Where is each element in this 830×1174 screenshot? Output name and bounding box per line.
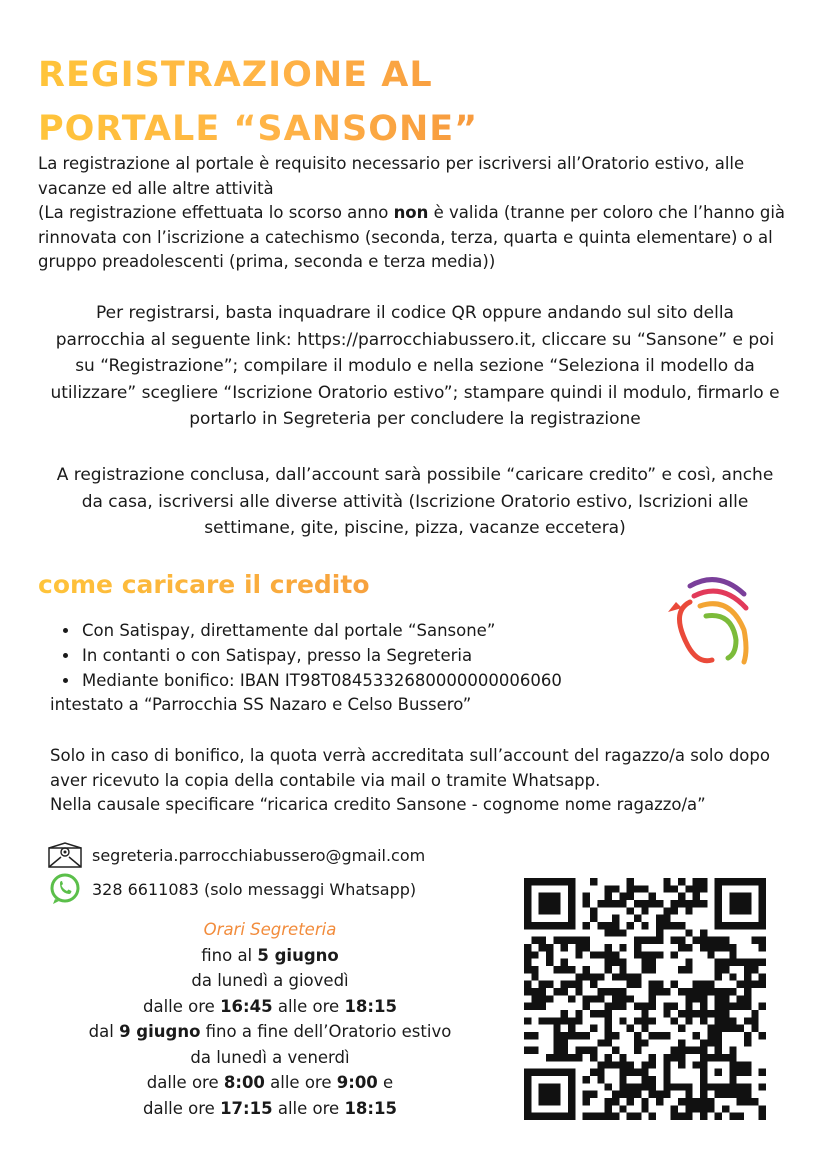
intro-line-2-bold: non [393, 203, 429, 222]
sansone-logo-icon [660, 572, 760, 668]
hours-p1-time-mid: alle ore [272, 996, 345, 1016]
bonifico-note [50, 744, 790, 818]
hours-p1-pre: fino al [201, 945, 258, 965]
phone-number: 328 6611083 (solo messaggi Whatsapp) [92, 879, 417, 899]
hours-p2-t1-pre: dalle ore [146, 1073, 224, 1092]
how-to-register: Per registrarsi, basta inquadrare il codice QR oppure andando sul sito della parrocchia al seguente link: https://parrocchiabussero.it, cliccare su “Sansone” e poi su “Registrazione”; compilare il modulo e nella sezione “Seleziona il modello da utilizzare” scegliere “Iscrizione Oratorio estivo”; stampare quindi il modulo, firmarlo e portarlo in Segreteria per concludere la registrazione [50, 303, 780, 429]
hours-p1-time-a: 16:45 [220, 996, 273, 1016]
title-line-1: REGISTRAZIONE AL [38, 55, 433, 95]
hours-period-1 [60, 943, 480, 969]
hours-p2-t1-b: 9:00 [336, 1073, 378, 1092]
hours-p2-t2-b: 18:15 [344, 1098, 397, 1118]
contact-phone [48, 874, 416, 904]
hours-p2-t2-pre: dalle ore [143, 1098, 221, 1118]
hours-p1-days: da lunedì a giovedì [191, 971, 349, 990]
intro-line-2-post: è valida (tranne per coloro che l’hanno già rinnovata con l’iscrizione a catechismo (seconda, terza, quarta e quinta elementare) o al gruppo preadolescenti (prima, seconda e terza media)) [38, 203, 786, 271]
hours-p2-t1-a: 8:00 [223, 1073, 265, 1092]
hours-p1-time [60, 994, 480, 1020]
whatsapp-icon [48, 874, 82, 904]
credit-methods-list [56, 618, 562, 693]
title-line-2: PORTALE “SANSONE” [38, 109, 479, 149]
email-address[interactable]: segreteria.parrocchiabussero@gmail.com [92, 845, 426, 865]
credit-section-title: come caricare il credito [38, 570, 370, 599]
after-registration: A registrazione conclusa, dall’account sarà possibile “caricare credito” e così, anche da casa, iscriversi alle diverse attività (Iscrizione Oratorio estivo, Iscrizioni alle settimane, gite, piscine, pizza, vacanze eccetera) [56, 465, 774, 538]
hours-p2-time-1 [60, 1070, 480, 1096]
hours-p2-pre: dal [88, 1022, 120, 1041]
office-hours [60, 917, 480, 1121]
causale-text: Nella causale specificare “ricarica credito Sansone - cognome nome ragazzo/a” [50, 795, 706, 814]
hours-p1-time-b: 18:15 [344, 996, 397, 1016]
credit-method-satispay-portal: • Con Satispay, direttamente dal portale “Sansone” [80, 618, 562, 643]
page-title [38, 48, 478, 156]
intro-line-1: La registrazione al portale è requisito necessario per iscriversi all’Oratorio estivo, alle vacanze ed alle altre attività [38, 154, 745, 198]
hours-p2-days: da lunedì a venerdì [190, 1047, 350, 1067]
hours-p2-time-2 [60, 1096, 480, 1122]
credit-method-cash: • In contanti o con Satispay, presso la Segreteria [80, 643, 562, 668]
envelope-at-icon [48, 840, 82, 870]
bonifico-text: Solo in caso di bonifico, la quota verrà accreditata sull’account del ragazzo/a solo dopo aver ricevuto la copia della contabile via mail o tramite Whatsapp. [50, 746, 770, 790]
iban-holder: intestato a “Parrocchia SS Nazaro e Celso Bussero” [50, 695, 472, 714]
qr-code[interactable] [524, 878, 766, 1120]
intro-line-2-pre: (La registrazione effettuata lo scorso anno [38, 203, 394, 222]
hours-p1-time-pre: dalle ore [143, 996, 221, 1016]
intro-paragraph [38, 152, 798, 275]
hours-p2-t1-mid: alle ore [264, 1073, 337, 1092]
hours-p1-date: 5 giugno [257, 945, 339, 965]
hours-p2-date: 9 giugno [119, 1022, 201, 1041]
hours-p2-t2-mid: alle ore [272, 1098, 345, 1118]
contact-email [48, 840, 425, 870]
hours-p2-post: fino a fine dell’Oratorio estivo [200, 1022, 452, 1041]
hours-p2-t1-post: e [377, 1073, 394, 1092]
hours-p2-t2-a: 17:15 [220, 1098, 273, 1118]
hours-title: Orari Segreteria [203, 920, 337, 939]
credit-method-bonifico: • Mediante bonifico: IBAN IT98T0845332680000000006060 [80, 668, 562, 693]
hours-period-2 [60, 1019, 480, 1045]
